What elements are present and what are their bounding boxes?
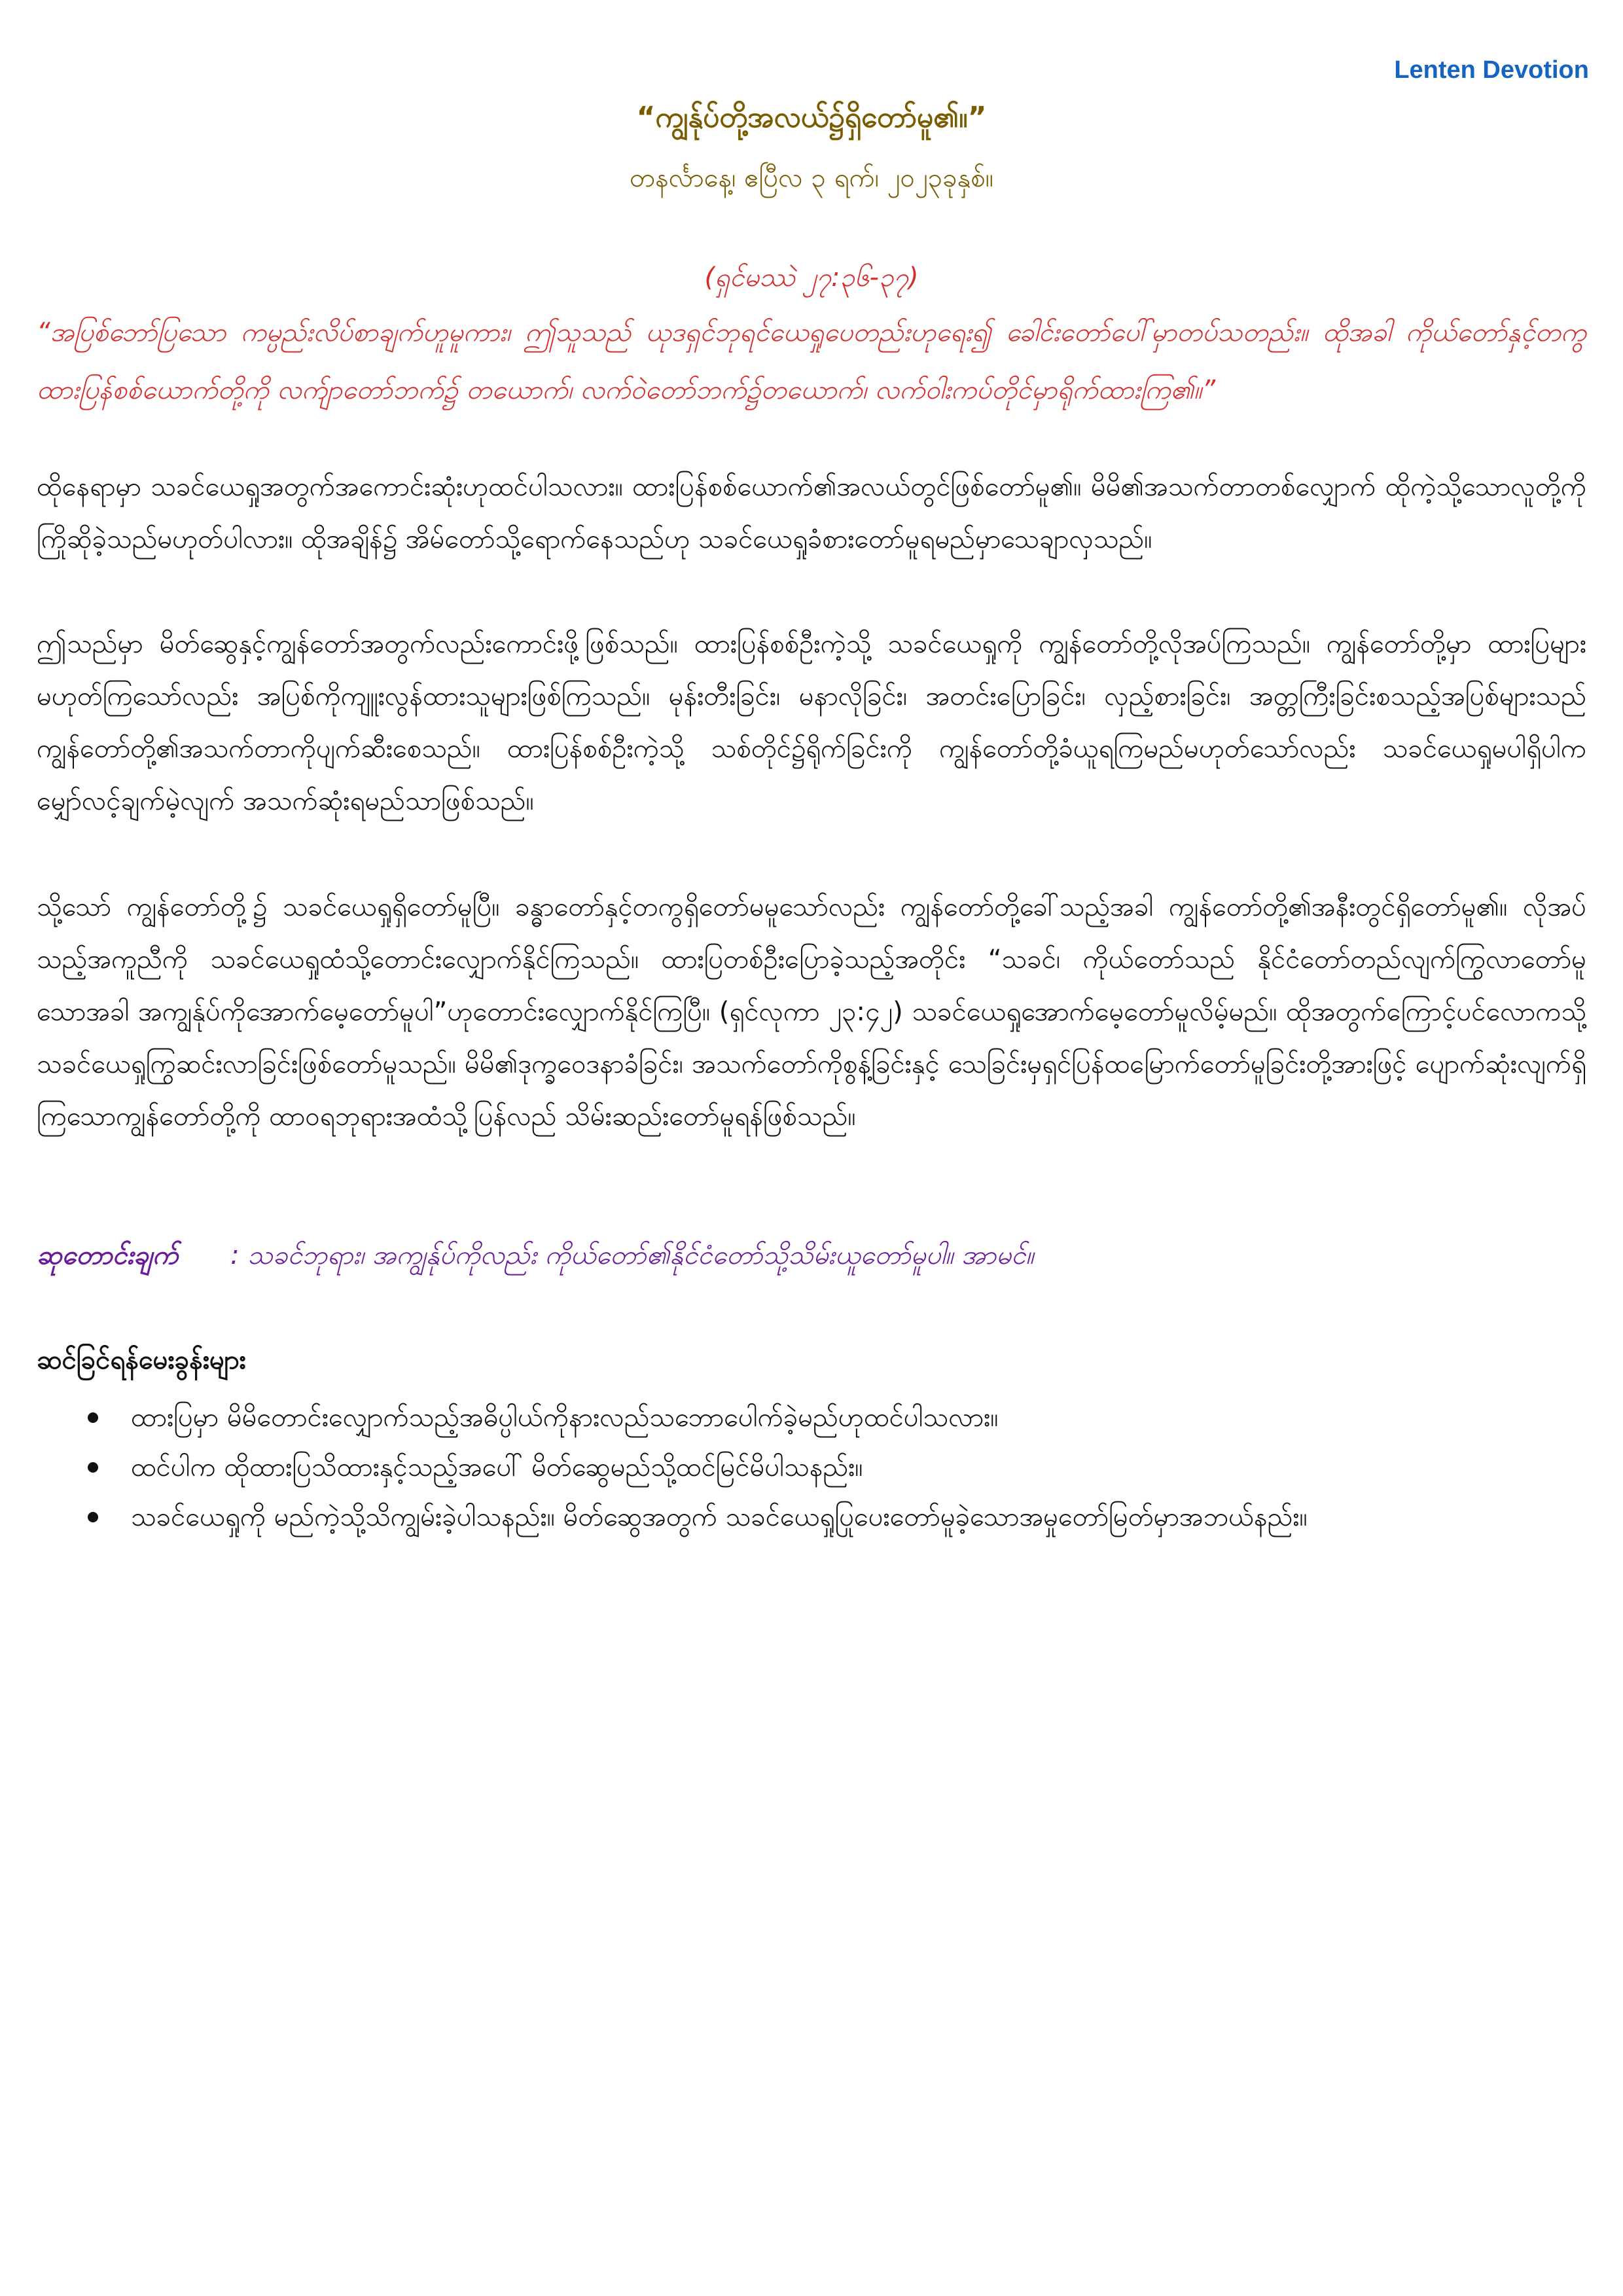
body-paragraph-1: ထိုနေရာမှာ သခင်ယေရှုအတွက်အကောင်းဆုံးဟုထင်ပါသလား။ ထားပြန်စစ်ယောက်၏အလယ်တွင်ဖြစ်တော်မူ၏။ မိမိ၏အသက်တာတစ်လျှောက် ထိုကဲ့သို့သောလူတို့ကို ကြိုဆိုခဲ့သည်မဟုတ်ပါလား။ ထိုအချိန်၌ အိမ်တော်သို့ရောက်နေသည်ဟု သခင်ယေရှုခံစားတော်မူရမည်မှာသေချာလှသည်။	[37, 472, 1586, 554]
scripture-text: “အပြစ်ဘော်ပြသော ကမ္ပည်းလိပ်စာချက်ဟူမူကား၊ ဤသူသည် ယုဒရှင်ဘုရင်ယေရှုပေတည်းဟုရေး၍ ခေါင်းတော်ပေါ်မှာတပ်သတည်း။ ထိုအခါ ကိုယ်တော်နှင့်တကွ ထားပြန်စစ်ယောက်တို့ကို လက်ျာတော်ဘက်၌ တယောက်၊ လက်ဝဲတော်ဘက်၌တယောက်၊ လက်ဝါးကပ်တိုင်မှာရိုက်ထားကြ၏။”	[37, 317, 1586, 405]
prayer-label: ဆုတောင်းချက်	[37, 1240, 179, 1270]
questions-list	[37, 1393, 1586, 1542]
prayer	[37, 1238, 1586, 1277]
bullet-icon	[88, 1412, 98, 1423]
question-item	[37, 1443, 1586, 1492]
devotion-date: တနင်္လာနေ့၊ ဧပြီလ ၃ ရက်၊ ၂၀၂၃ခုနှစ်။	[630, 163, 993, 193]
devotion-title: “ကျွန်ုပ်တို့အလယ်၌ရှိတော်မူ၏။”	[636, 101, 987, 134]
scripture-reference: (ရှင်မဿဲ ၂၇:၃၆-၃၇)	[704, 262, 919, 293]
bullet-icon	[88, 1512, 98, 1522]
question-text: သခင်ယေရှုကို မည်ကဲ့သို့သိကျွမ်းခဲ့ပါသနည်း။ မိတ်ဆွေအတွက် သခင်ယေရှုပြုပေးတော်မူခဲ့သောအမှုတော်မြတ်မှာအဘယ်နည်း။	[131, 1502, 1308, 1532]
header-tag: Lenten Devotion	[1394, 56, 1589, 84]
bullet-icon	[88, 1462, 98, 1473]
question-text: ထင်ပါက ထိုထားပြသိထားနှင့်သည့်အပေါ် မိတ်ဆွေမည်သို့ထင်မြင်မိပါသနည်း။	[131, 1452, 863, 1482]
prayer-text: : သခင်ဘုရား၊ အကျွန်ုပ်ကိုလည်း ကိုယ်တော်၏နိုင်ငံတော်သို့သိမ်းယူတော်မူပါ။ အာမင်။	[230, 1240, 1034, 1270]
body-paragraph-2: ဤသည်မှာ မိတ်ဆွေနှင့်ကျွန်တော်အတွက်လည်းကောင်းဖို့ဖြစ်သည်။ ထားပြန်စစ်ဦးကဲ့သို့ သခင်ယေရှုကို ကျွန်တော်တို့လိုအပ်ကြသည်။ ကျွန်တော်တို့မှာ ထားပြများမဟုတ်ကြသော်လည်း အပြစ်ကိုကျူးလွန်ထားသူများဖြစ်ကြသည်။ မုန်းတီးခြင်း၊ မနာလိုခြင်း၊ အတင်းပြောခြင်း၊ လှည့်စားခြင်း၊ အတ္တကြီးခြင်းစသည့်အပြစ်များသည် ကျွန်တော်တို့၏အသက်တာကိုပျက်ဆီးစေသည်။ ထားပြန်စစ်ဦးကဲ့သို့ သစ်တိုင်၌ရိုက်ခြင်းကို ကျွန်တော်တို့ခံယူရကြမည်မဟုတ်သော်လည်း သခင်ယေရှုမပါရှိပါက မျှော်လင့်ချက်မဲ့လျက် အသက်ဆုံးရမည်သာဖြစ်သည်။	[37, 629, 1586, 816]
question-item	[37, 1492, 1586, 1542]
body-paragraph-3: သို့သော် ကျွန်တော်တို့၌ သခင်ယေရှုရှိတော်မူပြီ။ ခန္ဓာတော်နှင့်တကွရှိတော်မမူသော်လည်း ကျွန်တော်တို့ခေါ်သည့်အခါ ကျွန်တော်တို့၏အနီးတွင်ရှိတော်မူ၏။ လိုအပ်သည့်အကူညီကို သခင်ယေရှုထံသို့တောင်းလျှောက်နိုင်ကြသည်။ ထားပြတစ်ဦးပြောခဲ့သည့်အတိုင်း “သခင်၊ ကိုယ်တော်သည် နိုင်ငံတော်တည်လျက်ကြွလာတော်မူသောအခါ အကျွန်ုပ်ကိုအောက်မေ့တော်မူပါ”ဟုတောင်းလျှောက်နိုင်ကြပြီ။ (ရှင်လုကာ ၂၃:၄၂) သခင်ယေရှုအောက်မေ့တော်မူလိမ့်မည်။ ထိုအတွက်ကြောင့်ပင်လောကသို့ သခင်ယေရှုကြွဆင်းလာခြင်းဖြစ်တော်မူသည်။ မိမိ၏ဒုက္ခဝေဒနာခံခြင်း၊ အသက်တော်ကိုစွန့်ခြင်းနှင့် သေခြင်းမှရှင်ပြန်ထမြောက်တော်မူခြင်းတို့အားဖြင့် ပျောက်ဆုံးလျက်ရှိကြသောကျွန်တော်တို့ကို ထာဝရဘုရားအထံသို့ပြန်လည် သိမ်းဆည်းတော်မူရန်ဖြစ်သည်။	[37, 892, 1586, 1132]
question-text: ထားပြမှာ မိမိတောင်းလျှောက်သည့်အဓိပ္ပါယ်ကိုနားလည်သဘောပေါက်ခဲ့မည်ဟုထင်ပါသလား။	[131, 1403, 999, 1433]
question-item	[37, 1393, 1586, 1443]
questions-heading: ဆင်ခြင်ရန်မေးခွန်းများ	[37, 1345, 246, 1375]
